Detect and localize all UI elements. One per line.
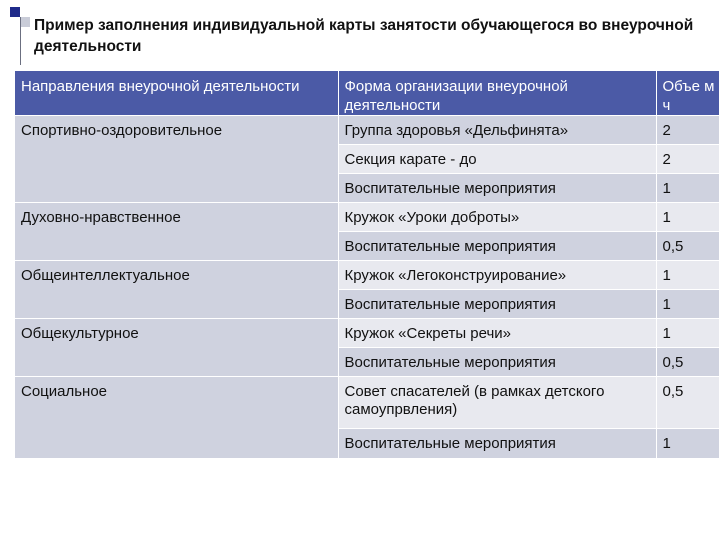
form-cell: Группа здоровья «Дельфинята» xyxy=(338,116,656,145)
form-cell: Воспитательные мероприятия xyxy=(338,290,656,319)
volume-cell: 0,5 xyxy=(656,377,719,429)
form-cell: Совет спасателей (в рамках детского самоупрвления) xyxy=(338,377,656,429)
header-form: Форма организации внеурочной деятельности xyxy=(338,71,656,116)
volume-cell: 0,5 xyxy=(656,348,719,377)
form-cell: Воспитательные мероприятия xyxy=(338,232,656,261)
volume-cell: 1 xyxy=(656,429,719,458)
table-row xyxy=(15,203,719,232)
direction-cell: Духовно-нравственное xyxy=(15,203,338,261)
volume-cell: 1 xyxy=(656,174,719,203)
decor-line xyxy=(20,17,21,65)
form-cell: Воспитательные мероприятия xyxy=(338,174,656,203)
header-volume: Объе м ч xyxy=(656,71,719,116)
activity-table xyxy=(15,71,719,458)
volume-cell: 1 xyxy=(656,261,719,290)
volume-cell: 1 xyxy=(656,203,719,232)
table-row xyxy=(15,261,719,290)
volume-cell: 2 xyxy=(656,145,719,174)
form-cell: Кружок «Легоконструирование» xyxy=(338,261,656,290)
header-direction: Направления внеурочной деятельности xyxy=(15,71,338,116)
form-cell: Кружок «Уроки доброты» xyxy=(338,203,656,232)
table-row xyxy=(15,319,719,348)
direction-cell: Социальное xyxy=(15,377,338,458)
volume-cell: 0,5 xyxy=(656,232,719,261)
direction-cell: Спортивно-оздоровительное xyxy=(15,116,338,203)
form-cell: Воспитательные мероприятия xyxy=(338,429,656,458)
volume-cell: 1 xyxy=(656,290,719,319)
table-row xyxy=(15,377,719,429)
form-cell: Кружок «Секреты речи» xyxy=(338,319,656,348)
form-cell: Воспитательные мероприятия xyxy=(338,348,656,377)
slide-title: Пример заполнения индивидуальной карты занятости обучающегося во внеурочной деятельности xyxy=(34,17,694,55)
volume-cell: 2 xyxy=(656,116,719,145)
decor-square-light xyxy=(20,17,30,27)
table-header-row xyxy=(15,71,719,116)
decor-square-dark xyxy=(10,7,20,17)
table-row xyxy=(15,116,719,145)
direction-cell: Общеинтеллектуальное xyxy=(15,261,338,319)
form-cell: Секция карате - до xyxy=(338,145,656,174)
direction-cell: Общекультурное xyxy=(15,319,338,377)
volume-cell: 1 xyxy=(656,319,719,348)
